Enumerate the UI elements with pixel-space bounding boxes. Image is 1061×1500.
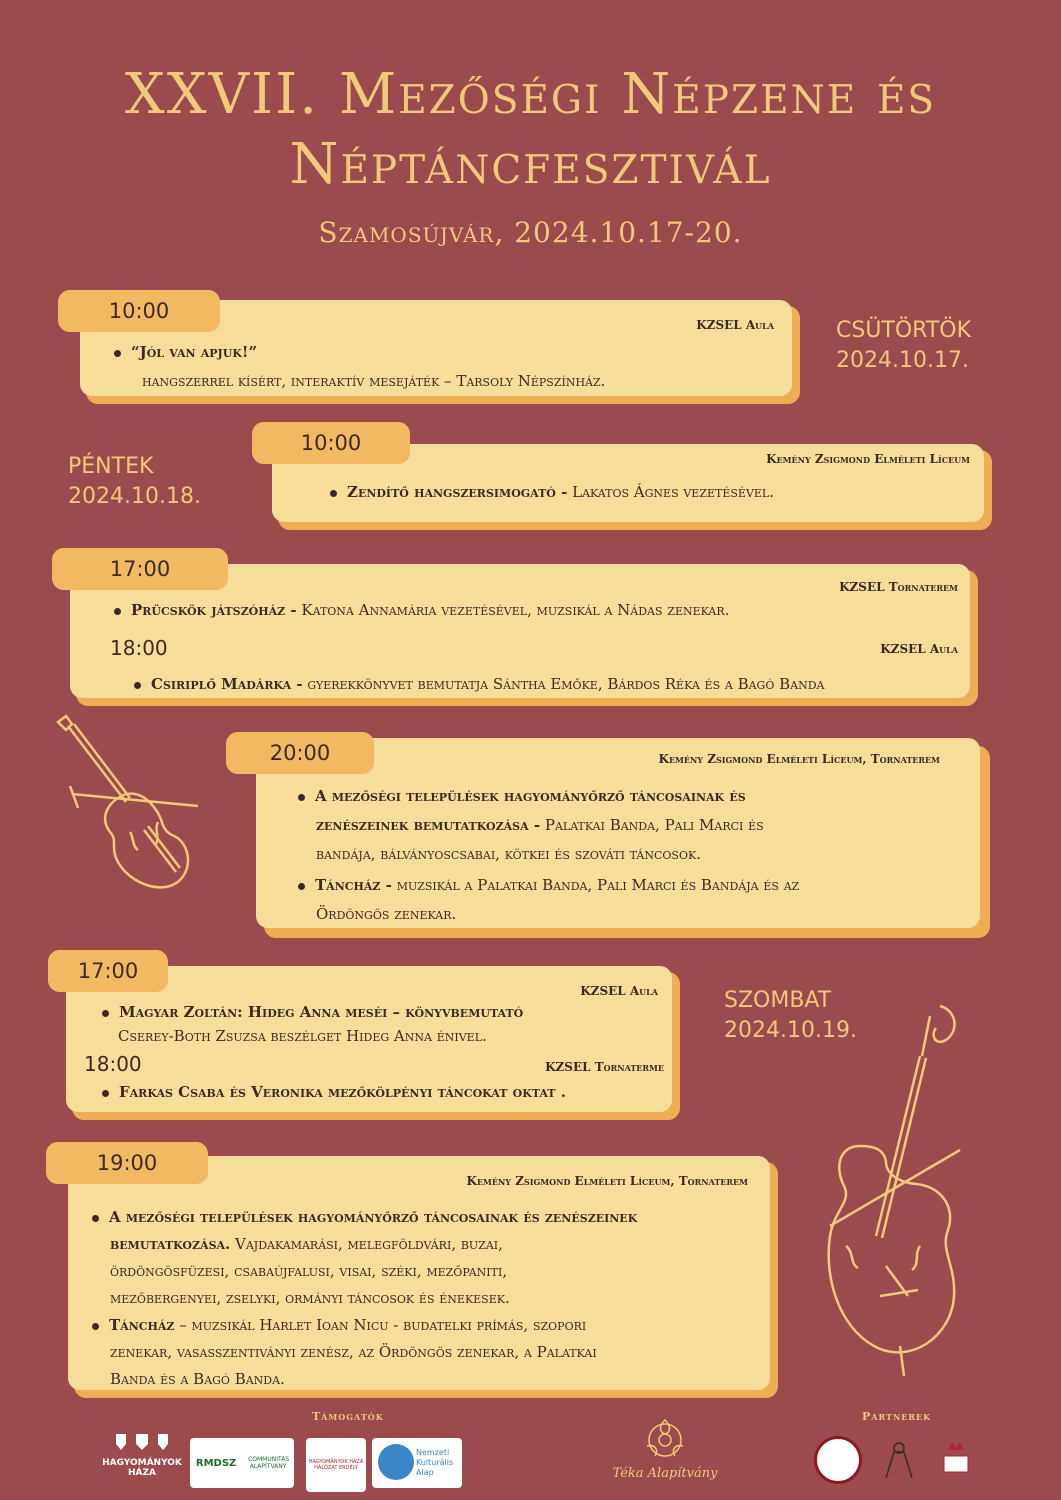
hagyomanyok-haza-logo: HAGYOMÁNYOK HÁZA <box>92 1432 192 1478</box>
logo-mark-icon <box>112 1432 172 1454</box>
hagyomanyok-haza-halozat-logo: HAGYOMÁNYOK HÁZA HÁLÓZAT ERDÉLY <box>306 1438 366 1492</box>
event-venue: Kemény Zsigmond Elméleti Líceum, Tornaterem <box>466 1174 748 1188</box>
page-title-line1: XXVII. Mezőségi Népzene és <box>124 62 937 127</box>
day-name: CSÜTÖRTÖK <box>836 318 972 343</box>
partner-emblem-icon <box>876 1438 922 1484</box>
event-time-secondary: 18:00 <box>84 1052 142 1076</box>
teka-flower-icon <box>637 1416 693 1462</box>
day-name: PÉNTEK <box>68 454 154 479</box>
partner-crown-icon <box>934 1440 978 1482</box>
sponsors-label: Támogatók <box>312 1410 384 1423</box>
event-description-secondary: Táncház – muzsikál Harlet Ioan Nicu - budatelki prímás, szopori zenekar, vasasszentiványi zenész, az Ördöngös zenekar, a Palatkai Banda és a Bagó Banda. <box>92 1312 762 1393</box>
rmdsz-communitas-logo: RMDSZ COMMUNITAS ALAPÍTVÁNY <box>190 1438 294 1488</box>
event-description: A mezőségi települések hagyományőrző táncosainak és zenészeinek bemutatkozása - Palatkai Banda, Pali Marci és bandája, bálványoscsabai, kötkei és szováti táncosok. <box>298 782 968 869</box>
event-venue-secondary: KZSEL Aula <box>880 642 958 656</box>
event-venue: KZSEL Aula <box>580 984 658 998</box>
event-description-secondary: Farkas Csaba és Veronika mezőkölpényi táncokat oktat . <box>102 1078 662 1107</box>
event-time-tab: 10:00 <box>252 422 410 464</box>
event-venue: Kemény Zsigmond Elméleti Líceum <box>766 452 970 466</box>
event-time-tab: 19:00 <box>46 1142 208 1184</box>
event-description: Magyar Zoltán: Hideg Anna meséi – könyvbemutató Cserey-Both Zsuzsa beszélget Hideg Anna énivel. <box>102 1000 662 1048</box>
teka-alapitvany-logo: Téka Alapítvány <box>600 1416 730 1481</box>
day-date: 2024.10.18. <box>68 484 201 509</box>
event-time-secondary: 18:00 <box>110 636 168 660</box>
event-venue: KZSEL Aula <box>696 318 774 332</box>
day-date: 2024.10.17. <box>836 348 969 373</box>
page-title-line2: Néptáncfesztivál <box>289 132 772 197</box>
event-description-secondary: Csiriplő Madárka - gyerekkönyvet bemutatja Sántha Emőke, Bárdos Réka és a Bagó Banda <box>134 670 964 699</box>
partners-label: Partnerek <box>862 1410 932 1423</box>
event-time-tab: 20:00 <box>226 732 374 774</box>
page-subtitle: Szamosújvár, 2024.10.17-20. <box>318 216 743 249</box>
day-name: SZOMBAT <box>724 988 832 1013</box>
partner-logo-2 <box>876 1438 922 1484</box>
nka-circle-icon <box>378 1444 414 1480</box>
event-venue: KZSEL Tornaterem <box>839 580 958 594</box>
day-label-thursday <box>836 316 971 376</box>
nka-logo: Nemzeti Kulturális Alap <box>372 1438 462 1488</box>
event-time-tab: 10:00 <box>58 290 220 332</box>
event-description: A mezőségi települések hagyományőrző táncosainak és zenészeinek bemutatkozása. Vajdakamarási, melegföldvári, buzai, ördöngösfüzesi, csabaújfalusi, visai, széki, mezőpaniti, mezőbergenyei, zselyki, ormányi táncosok és énekesek. <box>92 1204 762 1312</box>
violin-icon <box>48 712 208 912</box>
event-time-tab: 17:00 <box>52 548 228 590</box>
event-description: Zendítő hangszersimogató - Lakatos Ágnes vezetésével. <box>330 478 970 507</box>
double-bass-icon <box>790 996 970 1392</box>
day-date: 2024.10.19. <box>724 1018 857 1043</box>
event-description: “Jól van apjuk!” hangszerrel kísért, interaktív mesejáték – Tarsoly Népszínház. <box>114 338 794 396</box>
event-description-secondary: Táncház - muzsikál a Palatkai Banda, Pali Marci és Bandája és az Ördöngös zenekar. <box>298 871 968 929</box>
event-venue-secondary: KZSEL Tornaterme <box>545 1060 664 1074</box>
day-label-friday <box>68 452 201 512</box>
event-venue: Kemény Zsigmond Elméleti Líceum, Tornaterem <box>658 752 940 766</box>
partner-logo-3 <box>934 1440 978 1482</box>
event-description: Prücskök játszóház - Katona Annamária vezetésével, muzsikál a Nádas zenekar. <box>114 596 964 625</box>
event-time-tab: 17:00 <box>48 950 168 992</box>
partner-logo-1 <box>814 1436 862 1484</box>
